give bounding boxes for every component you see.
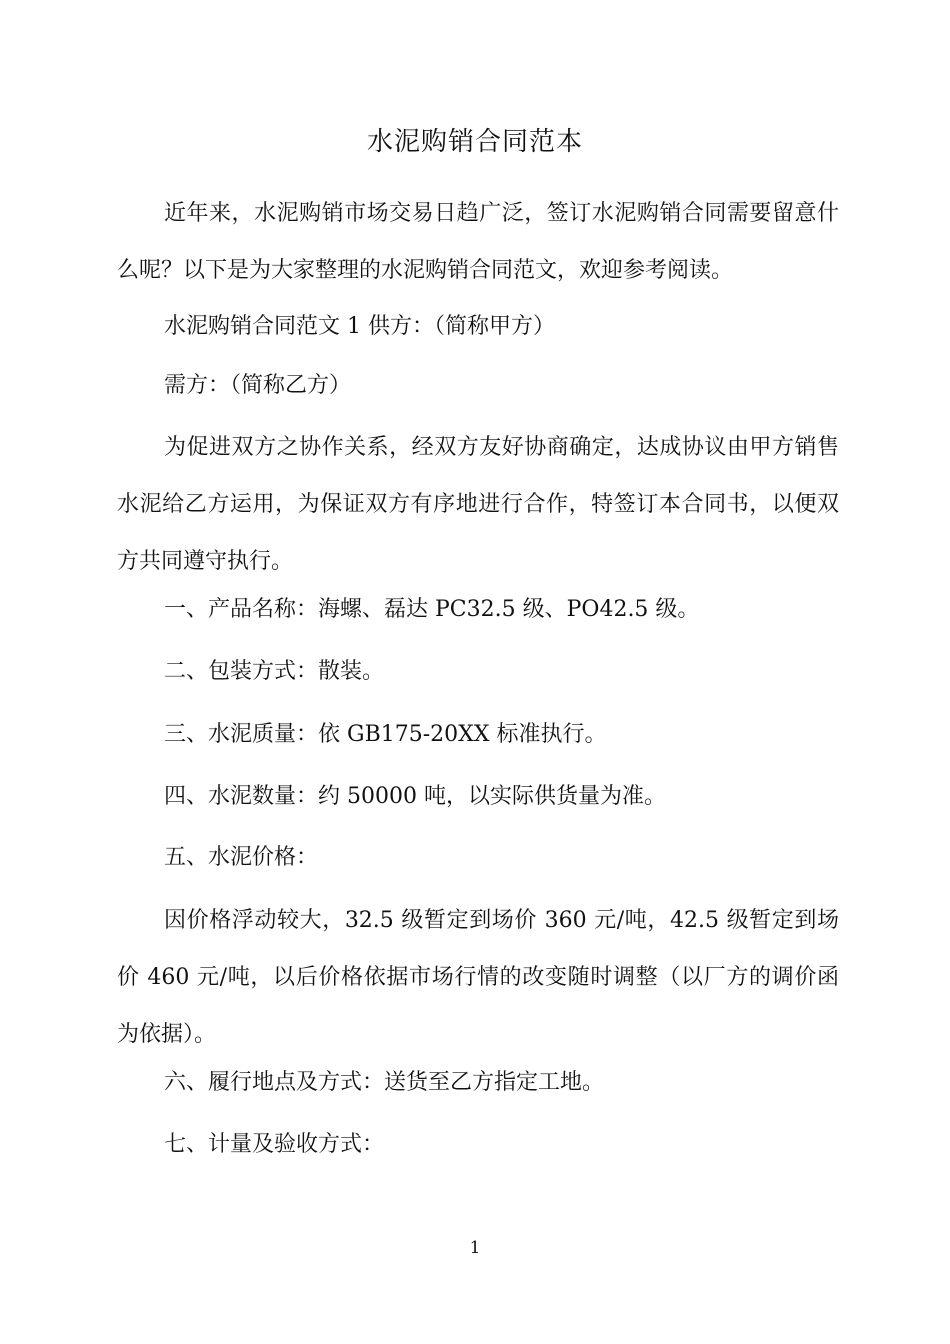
- intro-paragraph: 近年来，水泥购销市场交易日趋广泛，签订水泥购销合同需要留意什么呢？以下是为大家整理的水泥购销合同范文，欢迎参考阅读。: [117, 201, 839, 283]
- clause-price-detail: 因价格浮动较大，32.5 级暂定到场价 360 元/吨，42.5 级暂定到场价 460 元/吨，以后价格依据市场行情的改变随时调整（以厂方的调价函为依据）。: [117, 908, 839, 1047]
- clause-delivery: 六、履行地点及方式：送货至乙方指定工地。: [164, 1070, 605, 1095]
- agreement-paragraph: 为促进双方之协作关系，经双方友好协商确定，达成协议由甲方销售水泥给乙方运用，为保证双方有序地进行合作，特签订本合同书，以便双方共同遵守执行。: [117, 435, 839, 574]
- clause-packaging: 二、包装方式：散装。: [164, 659, 385, 684]
- document-title: 水泥购销合同范本: [366, 127, 583, 157]
- supplier-line: 水泥购销合同范文 1 供方：（简称甲方）: [164, 314, 555, 339]
- buyer-line: 需方：（简称乙方）: [164, 373, 352, 398]
- clause-price-heading: 五、水泥价格：: [164, 845, 319, 870]
- clause-product-name: 一、产品名称：海螺、磊达 PC32.5 级、PO42.5 级。: [164, 597, 700, 622]
- clause-quantity: 四、水泥数量：约 50000 吨，以实际供货量为准。: [164, 784, 666, 809]
- clause-measurement: 七、计量及验收方式：: [164, 1132, 385, 1157]
- clause-quality: 三、水泥质量：依 GB175-20XX 标准执行。: [164, 722, 607, 747]
- page-number: 1: [469, 1238, 481, 1258]
